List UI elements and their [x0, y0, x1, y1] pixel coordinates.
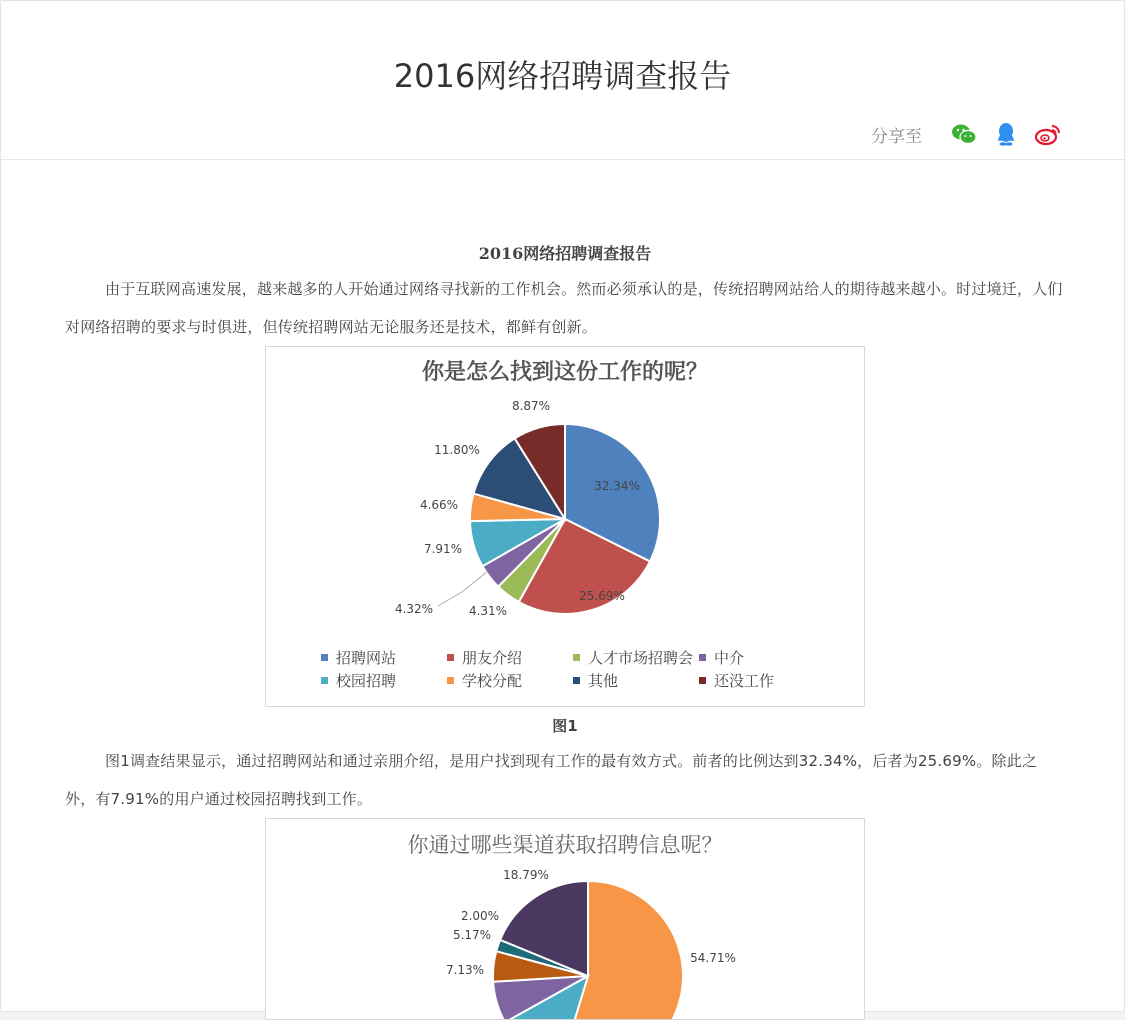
figure-caption: 图1: [552, 717, 578, 735]
legend-item: [321, 670, 447, 691]
data-label: 2.00%: [460, 909, 500, 923]
page-title: 2016网络招聘调查报告: [393, 57, 732, 95]
intro-paragraph: 由于互联网高速发展，越来越多的人开始通过网络寻找新的工作机会。然而必须承认的是，传统招聘网站给人的期待越来越小。时过境迁，人们对网络招聘的要求与时俱进，但传统招聘网站无论服务还是技术，都鲜有创新。: [65, 280, 1063, 336]
legend-swatch: [321, 654, 328, 661]
figure-1-chart: [265, 346, 865, 707]
legend-swatch: [573, 654, 580, 661]
share-bar: [871, 120, 1062, 148]
wechat-icon[interactable]: [950, 120, 978, 148]
data-label: 25.69%: [579, 589, 625, 603]
data-label: 8.87%: [511, 399, 551, 413]
share-label: 分享至: [871, 126, 922, 147]
analysis-paragraph: 图1调查结果显示，通过招聘网站和通过亲朋介绍，是用户找到现有工作的最有效方式。前者的比例达到32.34%，后者为25.69%。除此之外，有7.91%的用户通过校园招聘找到工作。: [65, 752, 1038, 808]
legend-label: 招聘网站: [336, 649, 397, 667]
legend-item: [699, 670, 825, 691]
legend-label: 校园招聘: [336, 672, 397, 690]
data-label: 4.66%: [419, 498, 459, 512]
chart-legend: [321, 647, 841, 691]
page-header: [1, 1, 1124, 160]
legend-swatch: [699, 654, 706, 661]
legend-swatch: [573, 677, 580, 684]
data-label: 7.91%: [423, 542, 463, 556]
legend-swatch: [321, 677, 328, 684]
legend-item: [573, 647, 699, 668]
data-label: 7.13%: [445, 963, 485, 977]
chart-title: 你通过哪些渠道获取招聘信息呢？: [407, 833, 723, 857]
weibo-icon[interactable]: [1034, 120, 1062, 148]
data-label: 11.80%: [434, 443, 480, 457]
label-leader-line: [438, 571, 488, 606]
legend-swatch: [447, 654, 454, 661]
legend-label: 朋友介绍: [462, 649, 523, 667]
article-title: 2016网络招聘调查报告: [478, 244, 652, 263]
pie-chart-2: [266, 819, 864, 1019]
qq-icon[interactable]: [992, 120, 1020, 148]
legend-label: 中介: [714, 649, 745, 667]
data-label: 5.17%: [452, 928, 492, 942]
legend-item: [573, 670, 699, 691]
legend-label: 其他: [588, 672, 619, 690]
legend-swatch: [447, 677, 454, 684]
data-label: 4.32%: [394, 602, 434, 616]
legend-item: [321, 647, 447, 668]
chart-title: 你是怎么找到这份工作的呢？: [421, 360, 708, 385]
legend-label: 人才市场招聘会: [588, 649, 694, 667]
data-label: 32.34%: [594, 479, 640, 493]
data-label: 18.79%: [503, 868, 549, 882]
data-label: 54.71%: [690, 951, 736, 965]
legend-label: 学校分配: [462, 672, 523, 690]
legend-item: [699, 647, 825, 668]
figure-2-chart: [265, 818, 865, 1020]
legend-swatch: [699, 677, 706, 684]
legend-label: 还没工作: [714, 672, 775, 690]
legend-item: [447, 670, 573, 691]
data-label: 4.31%: [468, 604, 508, 618]
article-body: [65, 241, 1065, 1020]
legend-item: [447, 647, 573, 668]
